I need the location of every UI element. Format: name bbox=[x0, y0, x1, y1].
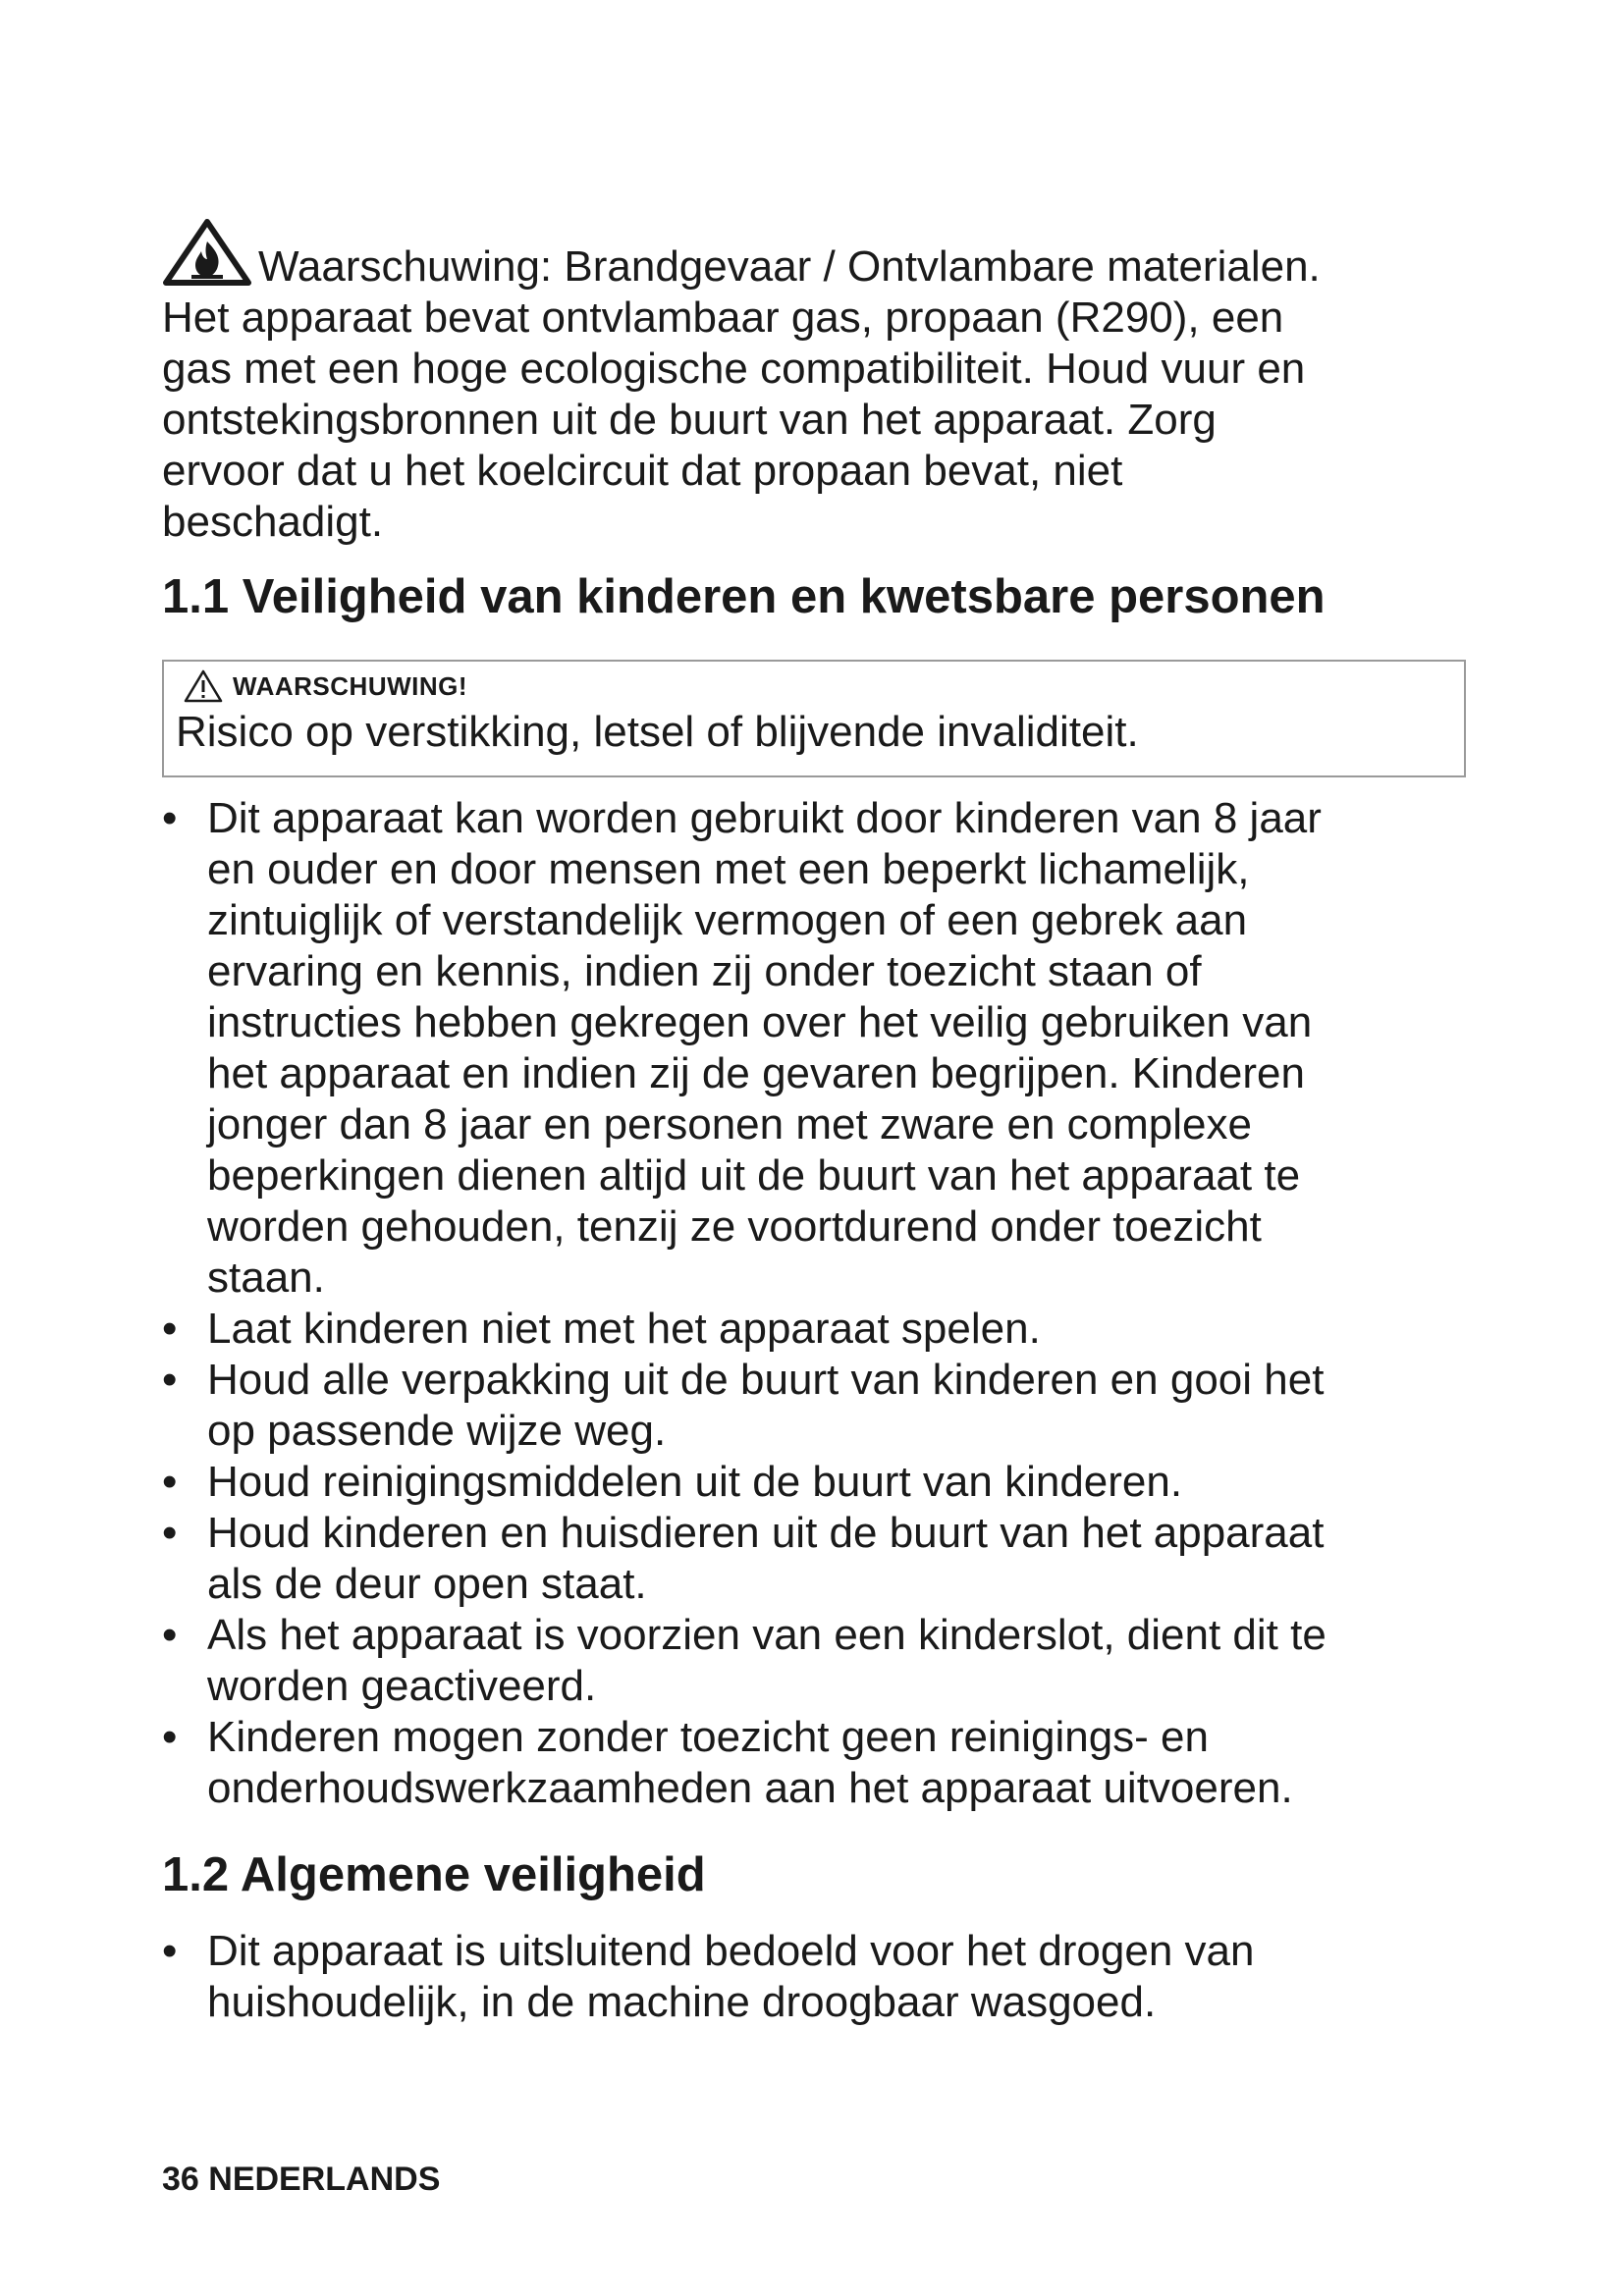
list-item: • Houd reinigingsmiddelen uit de buurt van kinderen. bbox=[162, 1458, 1183, 1506]
bullet-marker: • bbox=[162, 1458, 178, 1506]
warning-title-text: WAARSCHUWING! bbox=[233, 671, 468, 701]
warning-box bbox=[162, 660, 1466, 777]
list-item: • Kinderen mogen zonder toezicht geen reinigings- en onderhoudswerkzaamheden aan het apparaat uitvoeren. bbox=[162, 1713, 1293, 1812]
list-item: • Laat kinderen niet met het apparaat spelen. bbox=[162, 1305, 1041, 1353]
bullet-marker: • bbox=[162, 1509, 178, 1557]
child-safety-list bbox=[162, 793, 1478, 1814]
bullet-marker: • bbox=[162, 1713, 178, 1761]
bullet-marker: • bbox=[162, 1356, 178, 1404]
flammable-warning-line: beschadigt. bbox=[162, 498, 384, 546]
general-safety-list bbox=[162, 1926, 1478, 2028]
flammable-warning-line: ontstekingsbronnen uit de buurt van het apparaat. Zorg bbox=[162, 396, 1217, 444]
bullet-marker: • bbox=[162, 1305, 178, 1353]
flammable-warning bbox=[162, 218, 1478, 548]
list-item: • Houd alle verpakking uit de buurt van kinderen en gooi het op passende wijze weg. bbox=[162, 1356, 1325, 1455]
warning-title bbox=[184, 669, 1464, 703]
warning-text: Risico op verstikking, letsel of blijvende invaliditeit. bbox=[176, 708, 1139, 756]
section-heading-general-safety: 1.2 Algemene veiligheid bbox=[162, 1848, 706, 1901]
warning-triangle-icon bbox=[184, 669, 223, 703]
flammable-warning-line: Waarschuwing: Brandgevaar / Ontvlambare materialen. bbox=[162, 218, 1478, 293]
section-heading-child-safety: 1.1 Veiligheid van kinderen en kwetsbare personen bbox=[162, 570, 1326, 623]
bullet-marker: • bbox=[162, 794, 178, 842]
flammable-warning-line: gas met een hoge ecologische compatibiliteit. Houd vuur en bbox=[162, 345, 1306, 393]
list-item: • Houd kinderen en huisdieren uit de buurt van het apparaat als de deur open staat. bbox=[162, 1509, 1325, 1608]
flammable-warning-icon bbox=[162, 218, 252, 287]
flammable-warning-line: ervoor dat u het koelcircuit dat propaan bevat, niet bbox=[162, 447, 1123, 495]
bullet-marker: • bbox=[162, 1927, 178, 1975]
flammable-warning-line: Het apparaat bevat ontvlambaar gas, propaan (R290), een bbox=[162, 294, 1284, 342]
list-item: • Dit apparaat is uitsluitend bedoeld voor het drogen van huishoudelijk, in de machine droogbaar wasgoed. bbox=[162, 1927, 1255, 2026]
list-item: • Als het apparaat is voorzien van een kinderslot, dient dit te worden geactiveerd. bbox=[162, 1611, 1326, 1710]
page-footer: 36 NEDERLANDS bbox=[162, 2161, 441, 2198]
list-item: • Dit apparaat kan worden gebruikt door kinderen van 8 jaar en ouder en door mensen met een beperkt lichamelijk, zintuiglijk of verstandelijk vermogen of een gebrek aan ervaring en kennis, indien zij onder toezicht staan of instructies hebben gekregen over het veilig gebruiken van het apparaat en indien zij de gevaren begrijpen. Kinderen jonger dan 8 jaar en personen met zware en complexe beperkingen dienen altijd uit de buurt van het apparaat te worden gehouden, tenzij ze voortdurend onder toezicht staan. bbox=[162, 794, 1322, 1302]
bullet-marker: • bbox=[162, 1611, 178, 1659]
